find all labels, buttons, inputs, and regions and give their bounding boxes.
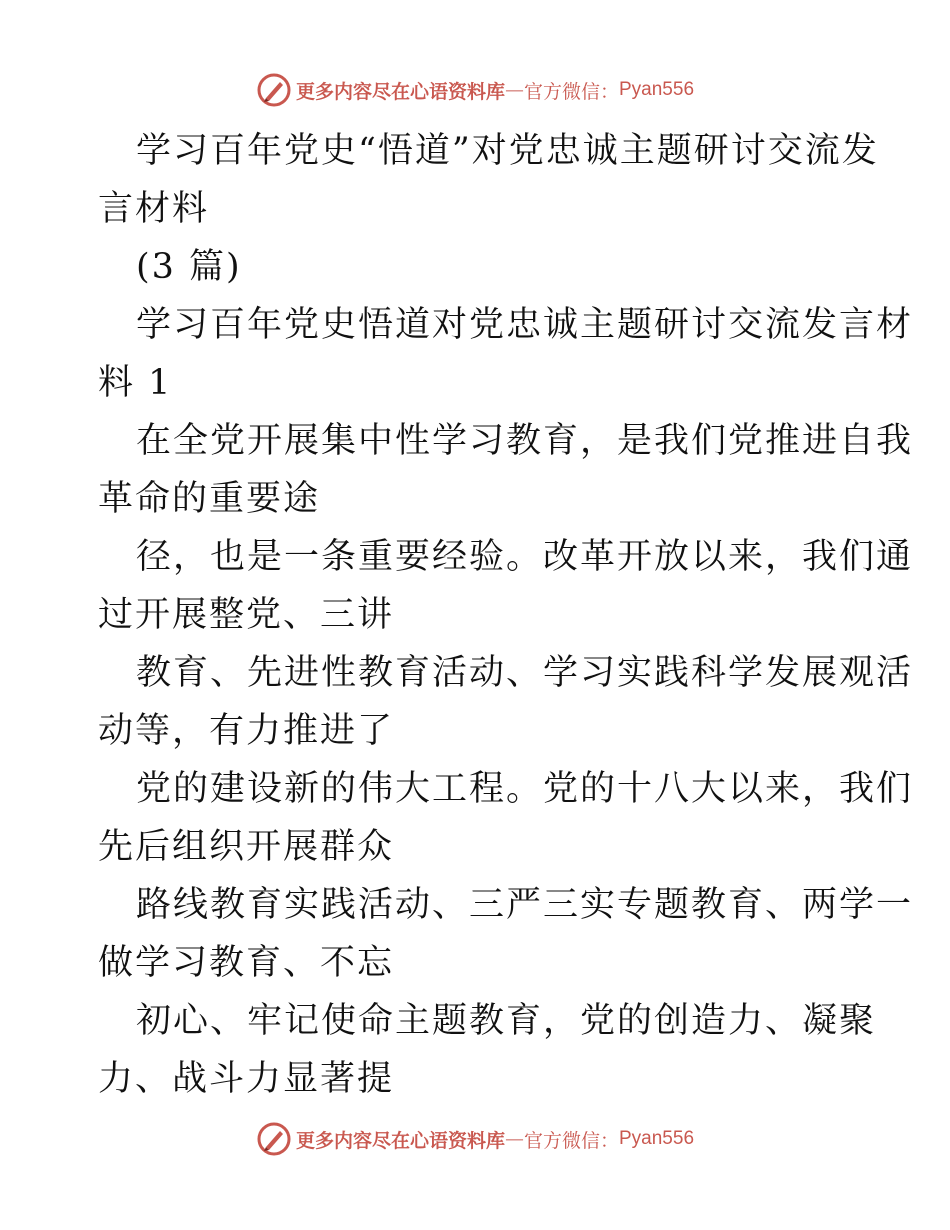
watermark-label: 官方微信： — [523, 1129, 619, 1152]
footer-watermark — [0, 1119, 950, 1159]
section-heading-line-1: 学习百年党史悟道对党忠诚主题研讨交流发言材 — [136, 305, 914, 345]
paragraph-line: 教育、先进性教育活动、学习实践科学发展观活 — [136, 653, 914, 693]
paragraph-line: 先后组织开展群众 — [98, 827, 395, 867]
watermark-dash: — — [504, 1128, 524, 1150]
paragraph-line: 在全党开展集中性学习教育，是我们党推进自我 — [136, 421, 914, 461]
watermark-label: 官方微信： — [523, 80, 619, 103]
watermark-dash: — — [504, 79, 524, 101]
watermark-id: Pyan556 — [619, 1128, 695, 1149]
paragraph-line: 力、战斗力显著提 — [98, 1059, 395, 1099]
header-watermark — [0, 70, 950, 110]
title-line-2: 言材料 — [98, 189, 210, 229]
paragraph-line: 革命的重要途 — [98, 479, 321, 519]
paragraph-line: 党的建设新的伟大工程。党的十八大以来，我们 — [136, 769, 914, 809]
title-line-1: 学习百年党史“悟道”对党忠诚主题研讨交流发 — [136, 131, 879, 171]
pen-logo-icon — [256, 1121, 292, 1157]
paragraph-line: 动等，有力推进了 — [98, 711, 395, 751]
watermark-id: Pyan556 — [619, 79, 695, 100]
watermark-brand: 更多内容尽在心语资料库 — [295, 80, 505, 103]
paragraph-line: 初心、牢记使命主题教育，党的创造力、凝聚 — [136, 1001, 877, 1041]
paragraph-line: 做学习教育、不忘 — [98, 943, 395, 983]
section-heading-line-2: 料 1 — [98, 363, 173, 403]
watermark-brand: 更多内容尽在心语资料库 — [295, 1129, 505, 1152]
pen-logo-icon — [256, 72, 292, 108]
paragraph-line: 径，也是一条重要经验。改革开放以来，我们通 — [136, 537, 914, 577]
subtitle-count: (3 篇) — [136, 247, 242, 287]
paragraph-line: 过开展整党、三讲 — [98, 595, 395, 635]
document-body — [98, 122, 914, 1108]
paragraph-line: 路线教育实践活动、三严三实专题教育、两学一 — [136, 885, 914, 925]
